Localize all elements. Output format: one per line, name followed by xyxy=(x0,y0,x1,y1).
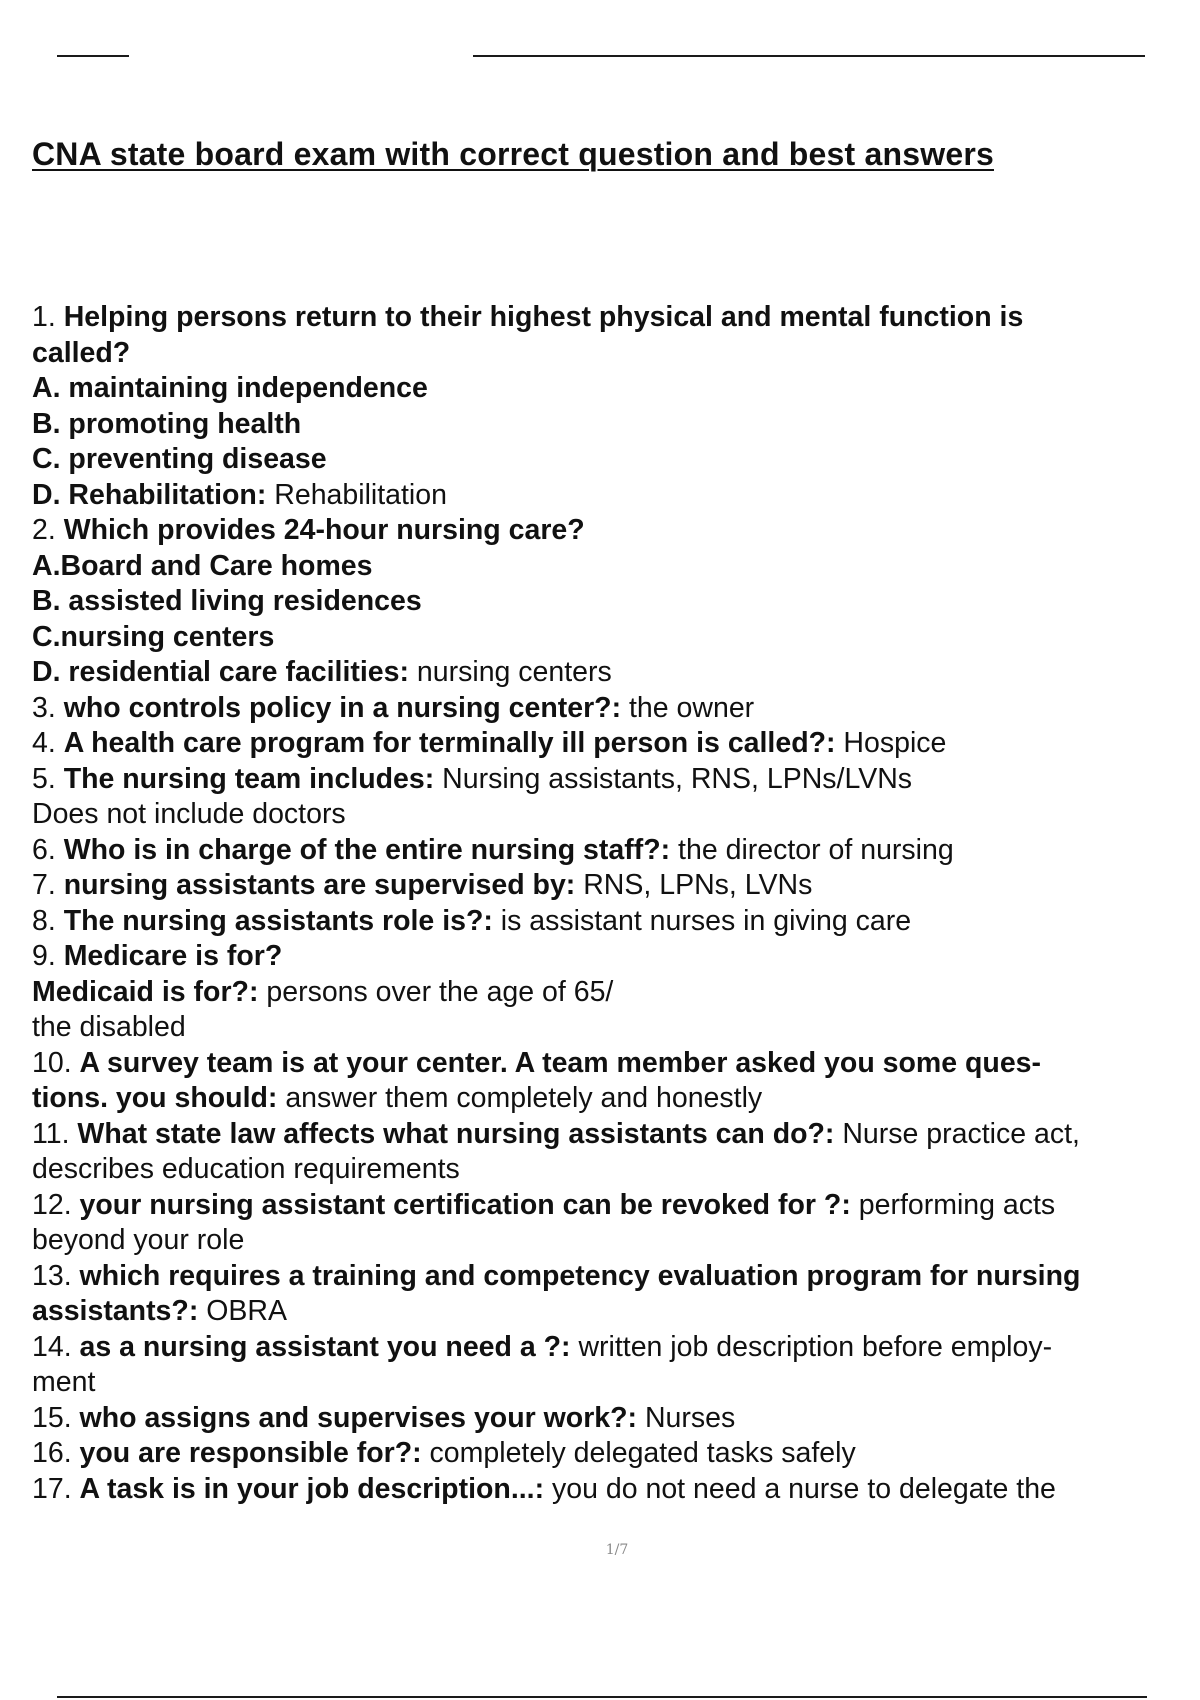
text-line xyxy=(32,833,1200,869)
item-number: 1. xyxy=(32,301,64,333)
text-line xyxy=(32,1152,1200,1188)
answer-text: is assistant nurses in giving care xyxy=(492,904,912,937)
question-text: A. maintaining independence xyxy=(32,372,428,404)
text-line xyxy=(32,1436,1200,1472)
question-text: tions. you should: xyxy=(32,1082,278,1114)
page-number: 1/7 xyxy=(605,1542,629,1558)
text-line xyxy=(32,371,1200,407)
text-line xyxy=(32,904,1200,940)
text-line xyxy=(32,1046,1200,1082)
item-number: 11. xyxy=(32,1117,78,1150)
item-number: 2. xyxy=(32,514,64,546)
text-line xyxy=(32,1259,1200,1295)
question-text: A task is in your job description...: xyxy=(79,1472,545,1505)
question-text: A survey team is at your center. A team member asked you some ques- xyxy=(79,1046,1042,1079)
header-rule-left xyxy=(57,55,129,57)
question-text: What state law affects what nursing assistants can do?: xyxy=(77,1117,835,1150)
text-line xyxy=(32,1010,1200,1046)
text-line xyxy=(32,975,1200,1011)
question-text: A.Board and Care homes xyxy=(32,549,373,582)
question-text: B. promoting health xyxy=(32,407,302,440)
footer-rule xyxy=(57,1696,1147,1698)
answer-text: Hospice xyxy=(835,727,947,759)
item-number: 12. xyxy=(32,1188,80,1221)
question-text: you are responsible for?: xyxy=(79,1437,422,1469)
text-line xyxy=(32,1401,1200,1437)
answer-text: RNS, LPNs, LVNs xyxy=(575,869,813,901)
answer-text: beyond your role xyxy=(32,1224,245,1256)
question-text: called? xyxy=(32,336,131,369)
question-text: Medicare is for? xyxy=(63,940,283,972)
answer-text: answer them completely and honestly xyxy=(277,1082,763,1114)
item-number: 17. xyxy=(32,1472,80,1505)
text-line xyxy=(32,726,1200,762)
text-line xyxy=(32,868,1200,904)
item-number: 3. xyxy=(32,691,64,724)
question-text: Who is in charge of the entire nursing staff?: xyxy=(63,833,671,866)
item-number: 4. xyxy=(32,727,64,759)
question-text: as a nursing assistant you need a ?: xyxy=(79,1330,571,1363)
answer-text: Rehabilitation xyxy=(266,478,447,511)
text-line xyxy=(32,939,1200,975)
text-line xyxy=(32,797,1200,833)
item-number: 9. xyxy=(32,940,64,972)
question-text: The nursing assistants role is?: xyxy=(63,904,493,937)
item-number: 13. xyxy=(32,1259,80,1292)
text-line xyxy=(32,407,1200,443)
answer-text: describes education requirements xyxy=(32,1153,460,1185)
item-number: 5. xyxy=(32,762,64,795)
question-text: B. assisted living residences xyxy=(32,585,422,617)
answer-text: nursing centers xyxy=(409,656,612,688)
answer-text: Nurse practice act, xyxy=(834,1117,1080,1150)
answer-text: Does not include doctors xyxy=(32,798,346,830)
text-line xyxy=(32,478,1200,514)
question-text: your nursing assistant certification can be revoked for ?: xyxy=(79,1188,851,1221)
text-line xyxy=(32,1223,1200,1259)
item-number: 14. xyxy=(32,1330,80,1363)
question-text: Helping persons return to their highest physical and mental function is xyxy=(63,301,1024,333)
item-number: 8. xyxy=(32,904,64,937)
answer-text: ment xyxy=(32,1366,96,1398)
answer-text: performing acts xyxy=(850,1188,1056,1221)
item-number: 16. xyxy=(32,1437,80,1469)
answer-text: the owner xyxy=(621,691,755,724)
question-text: which requires a training and competency evaluation program for nursing xyxy=(79,1259,1081,1292)
answer-text: written job description before employ- xyxy=(570,1330,1053,1363)
text-line xyxy=(32,620,1200,656)
text-line xyxy=(32,1081,1200,1117)
text-line xyxy=(32,691,1200,727)
text-line xyxy=(32,513,1200,549)
answer-text: persons over the age of 65/ xyxy=(258,975,614,1008)
text-line xyxy=(32,1294,1200,1330)
text-line xyxy=(32,549,1200,585)
question-text: assistants?: xyxy=(32,1295,199,1327)
text-line xyxy=(32,1472,1200,1508)
document-title: CNA state board exam with correct question and best answers xyxy=(32,136,994,172)
question-text: C. preventing disease xyxy=(32,443,327,475)
question-text: nursing assistants are supervised by: xyxy=(63,869,576,901)
header-rule-right xyxy=(473,55,1145,57)
question-text: A health care program for terminally ill person is called?: xyxy=(63,727,836,759)
item-number: 10. xyxy=(32,1046,80,1079)
text-line xyxy=(32,336,1200,372)
question-text: The nursing team includes: xyxy=(63,762,435,795)
answer-text: Nurses xyxy=(637,1401,736,1434)
text-line xyxy=(32,1188,1200,1224)
text-line xyxy=(32,442,1200,478)
text-line xyxy=(32,300,1200,336)
answer-text: completely delegated tasks safely xyxy=(421,1437,856,1469)
text-line xyxy=(32,584,1200,620)
answer-text: OBRA xyxy=(198,1295,287,1327)
text-line xyxy=(32,1117,1200,1153)
question-text: D. residential care facilities: xyxy=(32,656,409,688)
answer-text: Nursing assistants, RNS, LPNs/LVNs xyxy=(434,762,913,795)
text-line xyxy=(32,655,1200,691)
item-number: 15. xyxy=(32,1401,80,1434)
text-line xyxy=(32,762,1200,798)
answer-text: the disabled xyxy=(32,1011,186,1043)
question-text: who assigns and supervises your work?: xyxy=(79,1401,638,1434)
item-number: 7. xyxy=(32,869,64,901)
text-line xyxy=(32,1365,1200,1401)
question-text: Medicaid is for?: xyxy=(32,975,259,1008)
text-line xyxy=(32,1330,1200,1366)
question-text: Which provides 24-hour nursing care? xyxy=(63,514,585,546)
answer-text: the director of nursing xyxy=(670,833,954,866)
question-text: C.nursing centers xyxy=(32,620,275,653)
question-text: who controls policy in a nursing center?: xyxy=(63,691,622,724)
question-text: D. Rehabilitation: xyxy=(32,478,267,511)
answer-text: you do not need a nurse to delegate the xyxy=(544,1472,1056,1505)
item-number: 6. xyxy=(32,833,64,866)
question-answer-list xyxy=(32,300,1200,1507)
